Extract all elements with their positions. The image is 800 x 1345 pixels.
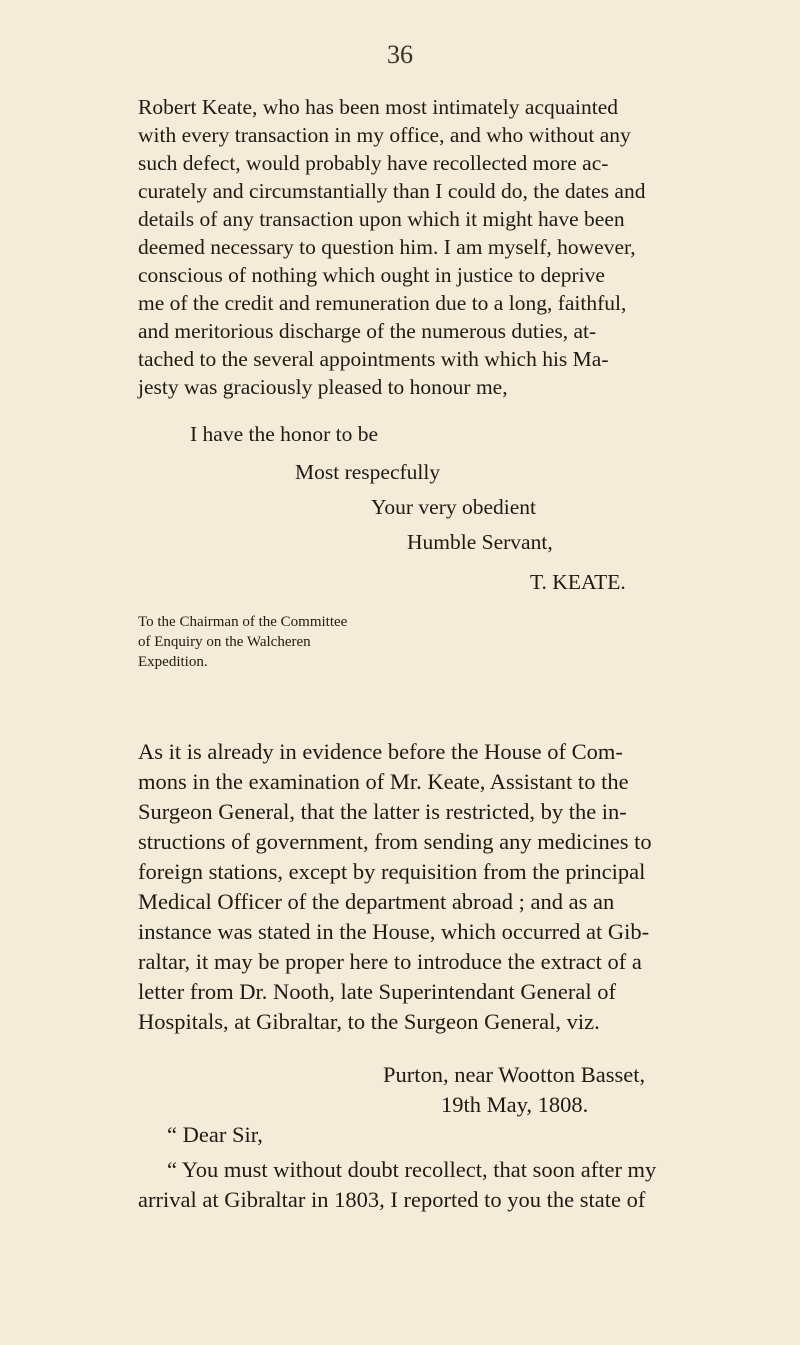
closing-line: Humble Servant, [407, 530, 553, 554]
signature: T. KEATE. [530, 570, 626, 594]
extract-place: Purton, near Wootton Basset, [383, 1062, 646, 1087]
letter-line: with every transaction in my office, and who without any [138, 123, 631, 147]
addressee-line: of Enquiry on the Walcheren [138, 634, 311, 650]
commentary-line: Medical Officer of the department abroad ; and as an [138, 889, 615, 914]
commentary-line: Hospitals, at Gibraltar, to the Surgeon General, viz. [138, 1009, 600, 1034]
addressee-line: Expedition. [138, 654, 208, 670]
commentary-line: foreign stations, except by requisition from the principal [138, 859, 646, 884]
extract-salutation: “ Dear Sir, [167, 1122, 263, 1147]
closing-line: I have the honor to be [190, 422, 379, 446]
letter-line: such defect, would probably have recollected more ac- [138, 151, 609, 175]
letter-line: and meritorious discharge of the numerous duties, at- [138, 319, 597, 343]
commentary-line: instance was stated in the House, which occurred at Gib- [138, 919, 650, 944]
letter-line: curately and circumstantially than I could do, the dates and [138, 179, 646, 203]
letter-line: tached to the several appointments with which his Ma- [138, 347, 609, 371]
page-number: 36 [387, 40, 413, 69]
commentary-line: As it is already in evidence before the House of Com- [138, 739, 623, 764]
extract-line: “ You must without doubt recollect, that soon after my [167, 1157, 657, 1182]
commentary-line: Surgeon General, that the latter is restricted, by the in- [138, 799, 627, 824]
letter-line: jesty was graciously pleased to honour me, [138, 375, 508, 399]
extract-date: 19th May, 1808. [441, 1092, 589, 1117]
closing-line: Your very obedient [371, 495, 537, 519]
commentary-line: mons in the examination of Mr. Keate, Assistant to the [138, 769, 629, 794]
letter-line: details of any transaction upon which it might have been [138, 207, 625, 231]
commentary-line: letter from Dr. Nooth, late Superintendant General of [138, 979, 616, 1004]
letter-line: conscious of nothing which ought in justice to deprive [138, 263, 605, 287]
letter-line: me of the credit and remuneration due to a long, faithful, [138, 291, 627, 315]
letter-line: Robert Keate, who has been most intimately acquainted [138, 95, 619, 119]
commentary-line: structions of government, from sending any medicines to [138, 829, 652, 854]
closing-line: Most respecfully [295, 460, 441, 484]
commentary-line: raltar, it may be proper here to introduce the extract of a [138, 949, 642, 974]
extract-line: arrival at Gibraltar in 1803, I reported to you the state of [138, 1187, 646, 1212]
addressee-line: To the Chairman of the Committee [138, 614, 348, 630]
letter-line: deemed necessary to question him. I am myself, however, [138, 235, 636, 259]
